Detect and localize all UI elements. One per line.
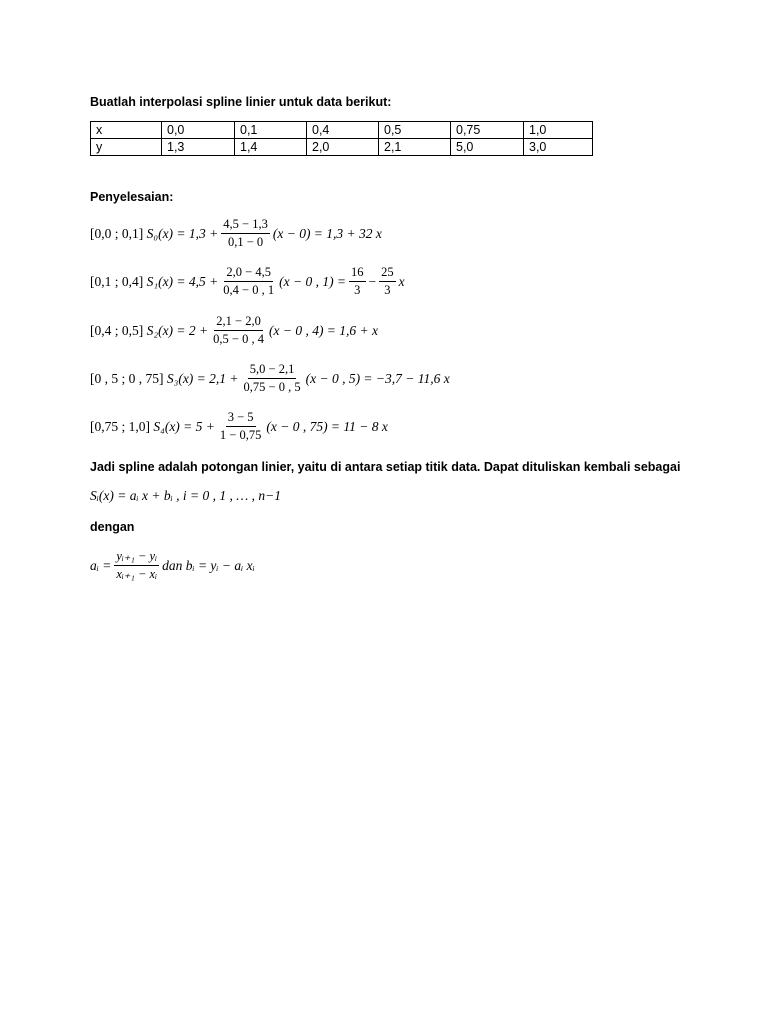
table-cell: 3,0 xyxy=(524,139,593,156)
table-cell: 1,4 xyxy=(235,139,307,156)
data-table xyxy=(90,121,593,156)
table-cell: 0,75 xyxy=(451,122,524,139)
table-cell: 0,0 xyxy=(162,122,235,139)
equation-lhs: S₂(x) = 2 + xyxy=(146,322,209,338)
equation-rhs: dan bᵢ = yᵢ − aᵢ xᵢ xyxy=(162,557,255,573)
equation-lhs: S₁(x) = 4,5 + xyxy=(146,273,219,289)
equation-s3 xyxy=(90,362,450,395)
equation-rhs: (x − 0 , 4) = 1,6 + x xyxy=(268,322,379,338)
fraction-numerator: yᵢ₊₁ − yᵢ xyxy=(114,549,159,566)
fraction-numerator: 3 − 5 xyxy=(226,410,256,427)
interval: [0,75 ; 1,0] xyxy=(90,418,150,434)
conclusion-text: Jadi spline adalah potongan linier, yaitu di antara setiap titik data. Dapat dituliskan kembali sebagai xyxy=(90,460,681,474)
fraction-denominator: xᵢ₊₁ − xᵢ xyxy=(116,567,158,581)
fraction-denominator: 1 − 0,75 xyxy=(219,428,262,442)
table-cell: x xyxy=(91,122,162,139)
fraction xyxy=(114,549,159,582)
fraction-denominator: 0,75 − 0 , 5 xyxy=(243,380,301,394)
solution-heading: Penyelesaian: xyxy=(90,190,174,204)
table-row-y xyxy=(91,139,593,156)
equation-s2 xyxy=(90,314,378,347)
table-row-x xyxy=(91,122,593,139)
general-form-equation: Sᵢ(x) = aᵢ x + bᵢ , i = 0 , 1 , … , n−1 xyxy=(90,488,281,503)
equation-lhs: S₄(x) = 5 + xyxy=(153,418,215,434)
equation-lhs: S₃(x) = 2,1 + xyxy=(166,370,239,386)
equation-rhs: (x − 0 , 75) = 11 − 8 x xyxy=(266,418,388,434)
fraction-denominator: 0,4 − 0 , 1 xyxy=(223,283,275,297)
fraction-denominator: 0,1 − 0 xyxy=(227,235,264,249)
fraction-denominator: 0,5 − 0 , 4 xyxy=(213,332,264,346)
coefficient-definition xyxy=(90,549,255,582)
equation-tail: x xyxy=(398,273,405,289)
dengan-text: dengan xyxy=(90,520,135,534)
fraction xyxy=(221,265,276,298)
equation-s1 xyxy=(90,265,405,298)
fraction-numerator: 16 xyxy=(349,265,366,282)
interval: [0,4 ; 0,5] xyxy=(90,322,144,338)
equation-s0 xyxy=(90,217,382,250)
fraction-denominator: 3 xyxy=(354,283,361,297)
fraction-numerator: 5,0 − 2,1 xyxy=(248,362,297,379)
fraction-numerator: 2,0 − 4,5 xyxy=(224,265,273,282)
fraction-numerator: 2,1 − 2,0 xyxy=(214,314,263,331)
interval: [0,0 ; 0,1] xyxy=(90,225,144,241)
interval: [0,1 ; 0,4] xyxy=(90,273,144,289)
table-cell: 2,0 xyxy=(307,139,379,156)
table-cell: 2,1 xyxy=(379,139,451,156)
table-cell: 1,3 xyxy=(162,139,235,156)
table-cell: 5,0 xyxy=(451,139,524,156)
table-cell: y xyxy=(91,139,162,156)
table-cell: 1,0 xyxy=(524,122,593,139)
table-cell: 0,5 xyxy=(379,122,451,139)
table-cell: 0,1 xyxy=(235,122,307,139)
fraction xyxy=(211,314,266,347)
fraction-numerator: 4,5 − 1,3 xyxy=(221,217,270,234)
equation-rhs: (x − 0 , 5) = −3,7 − 11,6 x xyxy=(305,370,450,386)
equation-rhs: (x − 0) = 1,3 + 32 x xyxy=(272,225,382,241)
equation-s4 xyxy=(90,410,388,443)
fraction-denominator: 3 xyxy=(384,283,391,297)
intro-text: Buatlah interpolasi spline linier untuk data berikut: xyxy=(90,95,392,109)
fraction-numerator: 25 xyxy=(379,265,396,282)
interval: [0 , 5 ; 0 , 75] xyxy=(90,370,164,386)
equation-lhs: aᵢ = xyxy=(90,557,112,573)
fraction xyxy=(242,362,303,395)
fraction xyxy=(221,217,270,250)
fraction xyxy=(379,265,396,298)
fraction xyxy=(349,265,366,298)
equation-rhs: (x − 0 , 1) = xyxy=(279,273,347,289)
equation-lhs: S₀(x) = 1,3 + xyxy=(146,225,219,241)
minus-sign: − xyxy=(368,273,377,289)
fraction xyxy=(218,410,263,443)
table-cell: 0,4 xyxy=(307,122,379,139)
